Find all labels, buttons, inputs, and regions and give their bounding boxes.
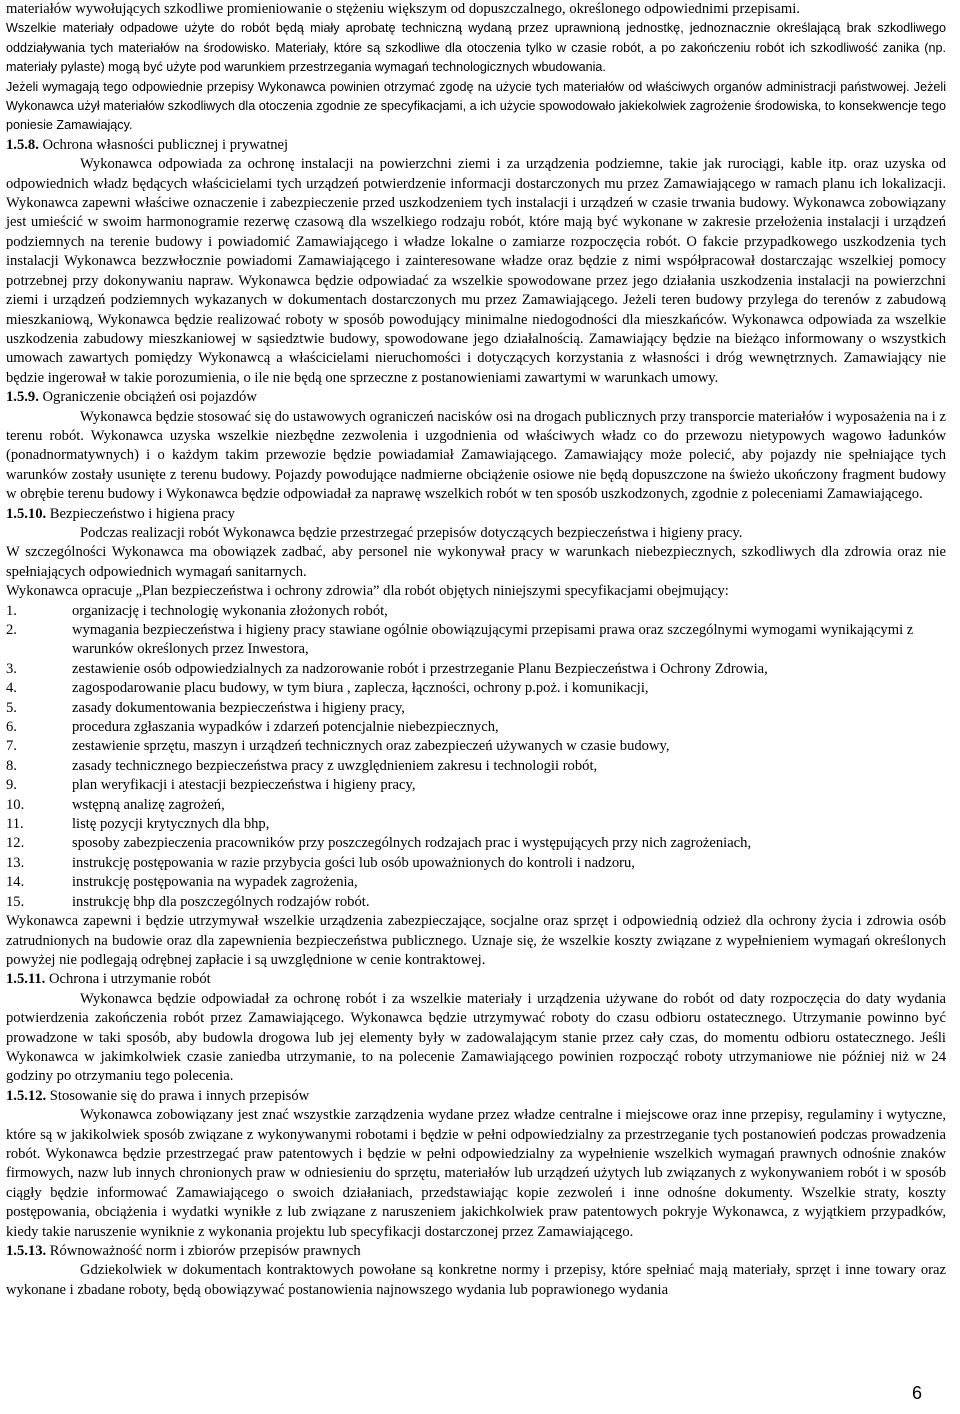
list-item-text: wstępną analizę zagrożeń, <box>72 796 225 813</box>
section-number: 1.5.8. <box>6 136 39 153</box>
section-number: 1.5.11. <box>6 971 46 988</box>
section-heading <box>6 505 946 524</box>
list-item-number: 12. <box>6 835 25 852</box>
section-heading <box>6 1087 946 1106</box>
paragraph: Wykonawca zobowiązany jest znać wszystkie zarządzenia wydane przez władze centralne i miejscowe oraz inne przepisy, regulaminy i wytyczne, które są w jakikolwiek sposób związane z wykonywanymi robotami i będzie w pełni odpowiedzialny za przestrzeganie tych postanowień podczas prowadzenia robót. Wykonawca będzie przestrzegać praw patentowych i będzie w pełni odpowiedzialny za wypełnienie wszelkich wymagań prawnych odnośnie znaków firmowych, nazw lub innych chronionych praw w odniesieniu do sprzętu, materiałów lub urządzeń użytych lub związanych z wykonywaniem robót i w sposób ciągły będzie informować Zamawiającego o swoich działaniach, przedstawiając kopie zezwoleń i inne odnośne dokumenty. Wszelkie straty, koszty postępowania, obciążenia i wydatki wynikłe z lub związane z naruszeniem jakichkolwiek praw patentowych pokryje Wykonawca, z wyjątkiem przypadków, kiedy takie naruszenie wyniknie z wykonania projektu lub specyfikacji dostarczonej przez Zamawiającego. <box>6 1107 946 1240</box>
list-item-number: 9. <box>6 777 17 794</box>
section-title: Ochrona i utrzymanie robót <box>48 971 211 988</box>
document-body <box>6 0 946 1300</box>
list-item <box>6 815 946 834</box>
list-item <box>6 602 946 621</box>
list-item-number: 1. <box>6 602 17 619</box>
list-item <box>6 776 946 795</box>
section-heading <box>6 1242 946 1261</box>
list-item <box>6 757 946 776</box>
list-item <box>6 718 946 737</box>
list-item-text: zasady dokumentowania bezpieczeństwa i higieny pracy, <box>72 699 405 716</box>
list-item <box>6 834 946 853</box>
list-item-text: instrukcję postępowania na wypadek zagrożenia, <box>72 874 358 891</box>
paragraph: Wykonawca opracuje „Plan bezpieczeństwa i ochrony zdrowia” dla robót objętych niniejszymi specyfikacjami obejmujący: <box>6 583 729 600</box>
section-title: Stosowanie się do prawa i innych przepisów <box>49 1087 310 1104</box>
paragraph-sans-part: Jeżeli wymagają tego odpowiednie przepisy Wykonawca powinien otrzymać zgodę na użycie tych materiałów od właściwych organów administracji państwowej. Jeżeli Wykonawca użył materiałów szkodliwych dla otoczenia zgodnie ze specyfikacjami, a ich użycie spowodowało jakiekolwiek zagrożenie środowiska, to konsekwencje tego poniesie Zamawiający. <box>6 79 946 133</box>
list-item <box>6 699 946 718</box>
list-item <box>6 854 946 873</box>
list-item-number: 3. <box>6 660 17 677</box>
paragraph: Wszelkie materiały odpadowe użyte do robót będą miały aprobatę techniczną wydaną przez uprawnioną jednostkę, jednoznacznie określającą brak szkodliwego oddziaływania tych materiałów na środowisko. Materiały, które są szkodliwe dla otoczenia tylko w czasie robót, a po zakończeniu robót ich szkodliwość zanika (np. materiały pylaste) mogą być użyte pod warunkiem przestrzegania wymagań technologicznych wbudowania. <box>6 21 946 75</box>
list-item <box>6 873 946 892</box>
section-number: 1.5.13. <box>6 1243 47 1259</box>
section-number: 1.5.12. <box>6 1087 47 1104</box>
list-item-number: 15. <box>6 893 25 910</box>
list-item-text: zestawienie osób odpowiedzialnych za nadzorowanie robót i przestrzeganie Planu Bezpieczeństwa i Ochrony Zdrowia, <box>72 660 768 677</box>
list-item-number: 13. <box>6 854 25 871</box>
paragraph <box>6 78 946 136</box>
section-title: Ochrona własności publicznej i prywatnej <box>42 136 289 153</box>
paragraph: Wykonawca będzie odpowiadał za ochronę robót i za wszelkie materiały i urządzenia używane do robót od daty rozpoczęcia do daty wydania potwierdzenia zakończenia robót przez Zamawiającego. Wykonawca będzie utrzymywać roboty do czasu odbioru ostatecznego. Utrzymanie powinno być prowadzone w taki sposób, aby budowla drogowa lub jej elementy były w zadowalającym stanie przez cały czas, do momentu odbioru ostatecznego. Jeśli Wykonawca w jakimkolwiek czasie zaniedba utrzymanie, to na polecenie Zamawiającego powinien rozpocząć roboty utrzymaniowe nie później niż w 24 godziny po otrzymaniu tego polecenia. <box>6 990 946 1085</box>
section-title: Ograniczenie obciążeń osi pojazdów <box>42 389 257 406</box>
list-item-number: 8. <box>6 757 17 774</box>
list-item-text: plan weryfikacji i atestacji bezpieczeństwa i higieny pracy, <box>72 777 416 794</box>
paragraph: W szczególności Wykonawca ma obowiązek zadbać, aby personel nie wykonywał pracy w warunkach niebezpiecznych, szkodliwych dla zdrowia oraz nie spełniających odpowiednich wymagań sanitarnych. <box>6 544 946 580</box>
section-heading <box>6 388 946 407</box>
paragraph: materiałów wywołujących szkodliwe promieniowanie o stężeniu większym od dopuszczalnego, określonego odpowiednimi przepisami. <box>6 1 800 17</box>
list-item-text: zagospodarowanie placu budowy, w tym biura , zaplecza, łączności, ochrony p.poż. i komunikacji, <box>72 680 649 697</box>
section-title: Bezpieczeństwo i higiena pracy <box>49 505 235 522</box>
paragraph: Gdziekolwiek w dokumentach kontraktowych powołane są konkretne normy i przepisy, które spełniać mają materiały, sprzęt i inne towary oraz wykonane i zbadane roboty, będą obowiązywać postanowienia najnowszego wydania lub poprawionego wydania <box>6 1262 946 1298</box>
list-item-number: 10. <box>6 796 25 813</box>
list-item-text: zasady technicznego bezpieczeństwa pracy z uwzględnieniem zakresu i technologii robót, <box>72 757 598 774</box>
numbered-list <box>6 602 946 913</box>
paragraph: Wykonawca zapewni i będzie utrzymywał wszelkie urządzenia zabezpieczające, socjalne oraz sprzęt i odpowiednią odzież dla ochrony życia i zdrowia osób zatrudnionych na budowie oraz dla zapewnienia bezpieczeństwa publicznego. Uznaje się, że wszelkie koszty związane z wypełnieniem wymagań określonych powyżej nie podlegają odrębnej zapłacie i są uwzględnione w cenie kontraktowej. <box>6 913 946 968</box>
paragraph: Wykonawca będzie stosować się do ustawowych ograniczeń nacisków osi na drogach publicznych przy transporcie materiałów i wyposażenia na i z terenu robót. Wykonawca uzyska wszelkie niezbędne zezwolenia i uzgodnienia od właściwych władz co do przewozu nietypowych wagowo ładunków (ponadnormatywnych) i o każdym takim przewozie będzie powiadamiał Zamawiającego. Zamawiający może polecić, aby pojazdy nie spełniające tych warunków zostały usunięte z terenu budowy. Pojazdy powodujące nadmierne obciążenie osiowe nie będą dopuszczone na świeżo ukończony fragment budowy w obrębie terenu budowy i Wykonawca będzie odpowiadał za naprawę wszelkich robót w ten sposób uszkodzonych, zgodnie z poleceniami Zamawiającego. <box>6 408 946 503</box>
list-item-text: listę pozycji krytycznych dla bhp, <box>72 816 270 833</box>
section-number: 1.5.9. <box>6 389 39 406</box>
list-item <box>6 737 946 756</box>
list-item-number: 11. <box>6 816 24 833</box>
list-item-text: procedura zgłaszania wypadków i zdarzeń potencjalnie niebezpiecznych, <box>72 719 499 736</box>
paragraph: Wykonawca odpowiada za ochronę instalacji na powierzchni ziemi i za urządzenia podziemne, takie jak rurociągi, kable itp. oraz uzyska od odpowiednich władz będących właścicielami tych urządzeń potwierdzenie informacji dostarczonych mu przez Zamawiającego w ramach planu ich lokalizacji. Wykonawca zapewni właściwe oznaczenie i zabezpieczenie przed uszkodzeniem tych instalacji i urządzeń w czasie trwania budowy. Wykonawca zobowiązany jest umieścić w swoim harmonogramie rezerwę czasową dla wszelkiego rodzaju robót, które mają być wykonane w zakresie przełożenia instalacji i urządzeń podziemnych na terenie budowy i powiadomić Zamawiającego i władze lokalne o zamiarze rozpoczęcia robót. O fakcie przypadkowego uszkodzenia tych instalacji Wykonawca bezzwłocznie powiadomi Zamawiającego i zainteresowane władze oraz będzie z nimi współpracował dostarczając wszelkiej pomocy potrzebnej przy dokonywaniu napraw. Wykonawca będzie odpowiadać za wszelkie spowodowane przez jego działania uszkodzenia instalacji na powierzchni ziemi i urządzeń podziemnych wykazanych w dokumentach dostarczonych mu przez Zamawiającego. Jeżeli teren budowy przylega do terenów z zabudową mieszkaniową, Wykonawca będzie realizować roboty w sposób powodujący minimalne niedogodności dla mieszkańców. Wykonawca odpowiada za wszelkie uszkodzenia zabudowy mieszkaniowej w sąsiedztwie budowy, spowodowane jego działalnością. Zamawiający będzie na bieżąco informowany o wszystkich umowach zawartych pomiędzy Wykonawcą a właścicielami nieruchomości i dotyczących korzystania z własności i dróg wewnętrznych. Zamawiający nie będzie ingerował w takie porozumienia, o ile nie będą one sprzeczne z postanowieniami zawartymi w warunkach umowy. <box>6 156 946 386</box>
list-item <box>6 621 946 660</box>
list-item-text: instrukcję bhp dla poszczególnych rodzajów robót. <box>72 893 370 910</box>
section-title: Równoważność norm i zbiorów przepisów prawnych <box>49 1243 361 1259</box>
list-item <box>6 796 946 815</box>
list-item-text: sposoby zabezpieczenia pracowników przy poszczególnych rodzajach prac i występujących przy nich zagrożeniach, <box>72 835 752 852</box>
list-item-number: 14. <box>6 874 25 891</box>
page-number: 6 <box>911 1383 922 1403</box>
list-item <box>6 660 946 679</box>
list-item-text: instrukcję postępowania w razie przybycia gości lub osób upoważnionych do kontroli i nadzoru, <box>72 854 635 871</box>
list-item-text: organizację i technologię wykonania złożonych robót, <box>72 602 388 619</box>
section-heading <box>6 970 946 989</box>
list-item-number: 7. <box>6 738 17 755</box>
list-item-text: zestawienie sprzętu, maszyn i urządzeń technicznych oraz zabezpieczeń używanych w czasie budowy, <box>72 738 670 755</box>
list-item-number: 2. <box>6 622 17 638</box>
list-item-number: 6. <box>6 719 17 736</box>
list-item <box>6 893 946 912</box>
list-item-text: wymagania bezpieczeństwa i higieny pracy stawiane ogólnie obowiązującymi przepisami prawa oraz szczególnymi wymogami wynikającymi z warunków określonych przez Inwestora, <box>72 622 914 658</box>
paragraph: Podczas realizacji robót Wykonawca będzie przestrzegać przepisów dotyczących bezpieczeństwa i higieny pracy. <box>80 524 743 541</box>
section-number: 1.5.10. <box>6 505 47 522</box>
list-item <box>6 679 946 698</box>
section-heading <box>6 136 946 155</box>
list-item-number: 4. <box>6 680 17 697</box>
list-item-number: 5. <box>6 699 17 716</box>
